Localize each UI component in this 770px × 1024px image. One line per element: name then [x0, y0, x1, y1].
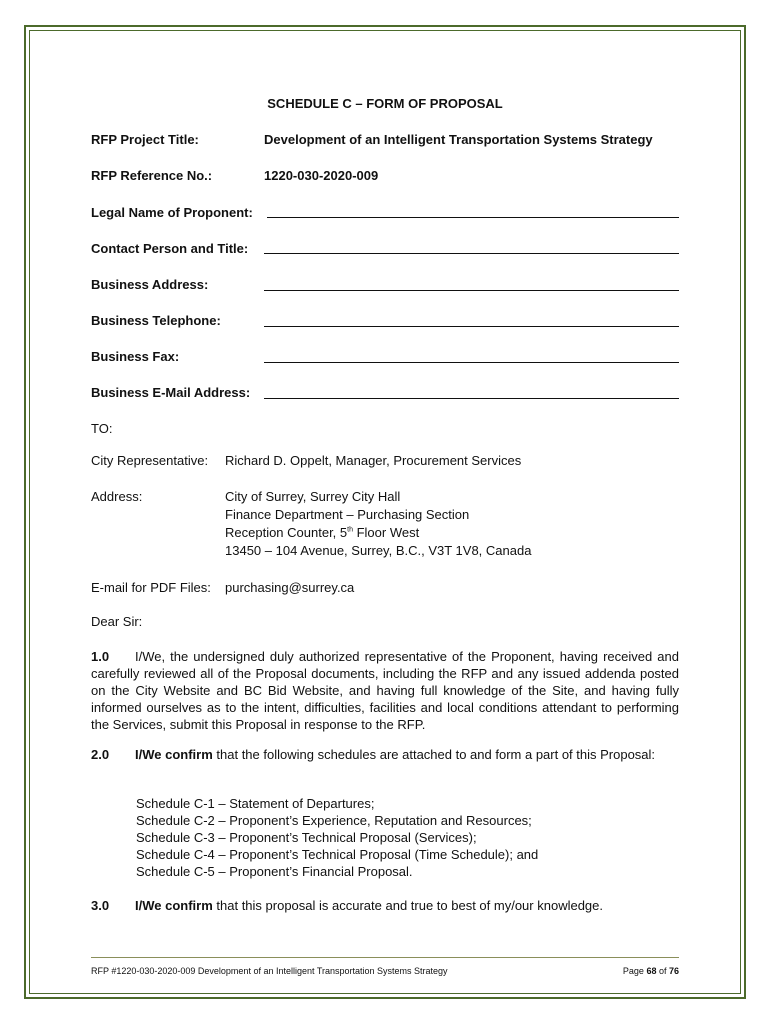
- address-line-4: 13450 – 104 Avenue, Surrey, B.C., V3T 1V8, Canada: [225, 543, 532, 558]
- business-fax-field[interactable]: [264, 362, 679, 363]
- project-title-value: Development of an Intelligent Transportation Systems Strategy: [264, 132, 653, 147]
- schedule-item: Schedule C-3 – Proponent’s Technical Proposal (Services);: [136, 830, 477, 845]
- business-email-label: Business E-Mail Address:: [91, 385, 251, 400]
- schedule-item: Schedule C-2 – Proponent’s Experience, Reputation and Resources;: [136, 813, 532, 828]
- section-1-paragraph: [91, 648, 679, 733]
- footer-page-number: Page 68 of 76: [622, 966, 679, 976]
- reference-value: 1220-030-2020-009: [264, 168, 379, 183]
- legal-name-field[interactable]: [267, 217, 679, 218]
- pdf-email-value[interactable]: purchasing@surrey.ca: [225, 580, 355, 595]
- to-label: TO:: [91, 421, 113, 436]
- address-line-2: Finance Department – Purchasing Section: [225, 507, 470, 522]
- legal-name-label: Legal Name of Proponent:: [91, 205, 253, 220]
- business-telephone-field[interactable]: [264, 326, 679, 327]
- schedule-item: Schedule C-1 – Statement of Departures;: [136, 796, 375, 811]
- schedule-item: Schedule C-4 – Proponent’s Technical Proposal (Time Schedule); and: [136, 847, 539, 862]
- address-label: Address:: [91, 489, 143, 504]
- section-2-text: that the following schedules are attached to and form a part of this Proposal:: [212, 747, 656, 762]
- city-rep-value: Richard D. Oppelt, Manager, Procurement Services: [225, 453, 522, 468]
- pdf-email-label: E-mail for PDF Files:: [91, 580, 211, 595]
- section-3-paragraph: [91, 897, 679, 914]
- section-3-text: that this proposal is accurate and true to best of my/our knowledge.: [212, 898, 603, 913]
- section-1-number: 1.0: [91, 649, 110, 664]
- reference-label: RFP Reference No.:: [91, 168, 213, 183]
- address-line-1: City of Surrey, Surrey City Hall: [225, 489, 401, 504]
- section-3-number: 3.0: [91, 898, 110, 913]
- salutation: Dear Sir:: [91, 614, 143, 629]
- section-1-text: I/We, the undersigned duly authorized representative of the Proponent, having received and carefully reviewed all of the Proposal documents, including the RFP and any issued addenda posted on the City Website and BC Bid Website, and having full knowledge of the Site, and having fully informed ourselves as to the intent, difficulties, facilities and local conditions attendant to performing the Services, submit this Proposal in response to the RFP.: [91, 649, 679, 732]
- business-fax-label: Business Fax:: [91, 349, 180, 364]
- schedule-title: SCHEDULE C – FORM OF PROPOSAL: [267, 96, 503, 111]
- business-telephone-label: Business Telephone:: [91, 313, 221, 328]
- project-title-label: RFP Project Title:: [91, 132, 199, 147]
- city-rep-label: City Representative:: [91, 453, 209, 468]
- contact-person-label: Contact Person and Title:: [91, 241, 249, 256]
- business-email-field[interactable]: [264, 398, 679, 399]
- business-address-field[interactable]: [264, 290, 679, 291]
- address-line-3: Reception Counter, 5th Floor West: [225, 525, 420, 540]
- contact-person-field[interactable]: [264, 253, 679, 254]
- section-2-number: 2.0: [91, 747, 110, 762]
- footer-document-title: RFP #1220-030-2020-009 Development of an Intelligent Transportation Systems Strategy: [91, 966, 448, 976]
- section-3-bold: I/We confirm: [135, 898, 213, 913]
- section-2-paragraph: [91, 746, 679, 763]
- business-address-label: Business Address:: [91, 277, 209, 292]
- footer-divider: [91, 957, 679, 958]
- section-2-bold: I/We confirm: [135, 747, 213, 762]
- schedule-item: Schedule C-5 – Proponent’s Financial Proposal.: [136, 864, 413, 879]
